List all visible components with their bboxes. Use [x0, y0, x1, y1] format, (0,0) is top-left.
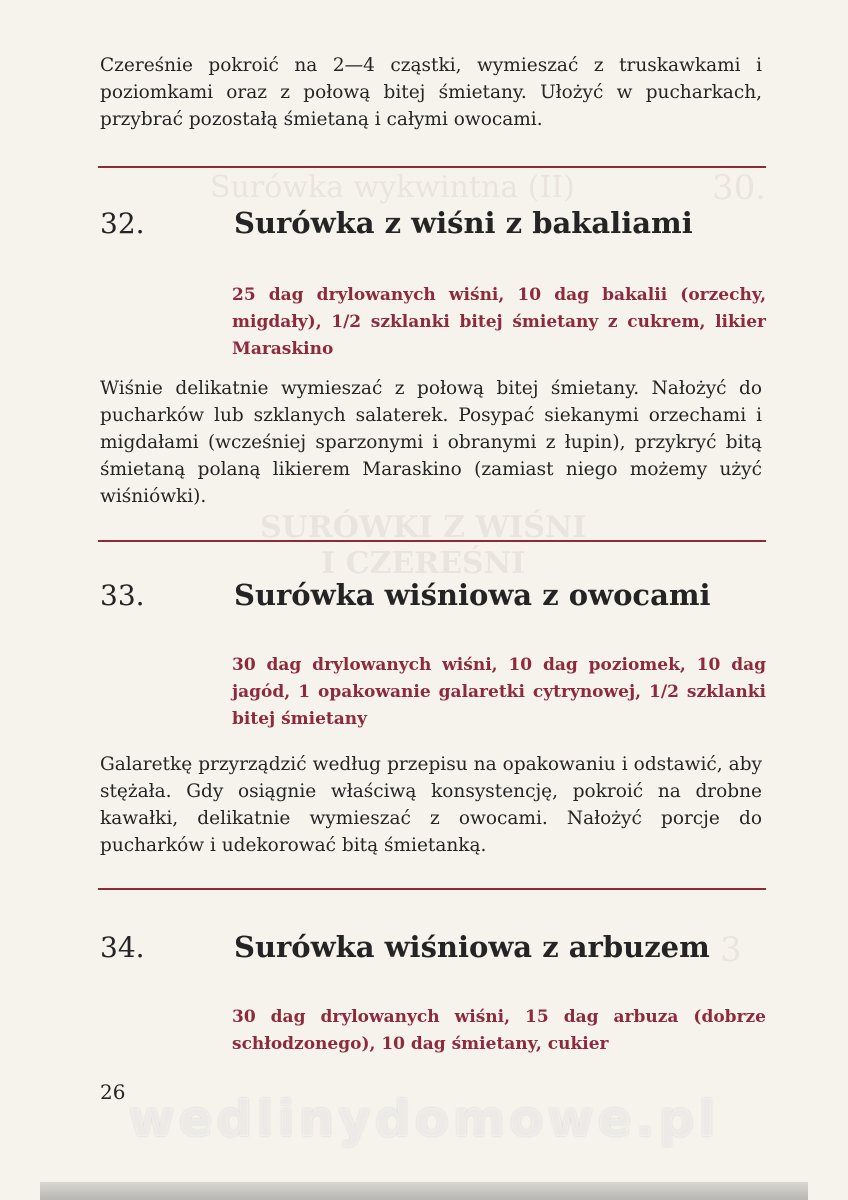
bleed-through-title: Surówka wykwintna (II)	[210, 170, 575, 205]
recipe-32-instructions: Wiśnie delikatnie wymieszać z połową bitej śmietany. Nałożyć do pucharków lub szklanych salaterek. Posypać siekanymi orzechami i migdałami (wcześniej sparzonymi i obranymi z łupin), przykryć bitą śmietaną polaną likierem Maraskino (zamiast niego możemy użyć wiśniówki).	[100, 378, 762, 507]
bleed-through-number: 30.	[712, 168, 767, 208]
recipe-33-instructions: Galaretkę przyrządzić według przepisu na opakowaniu i odstawić, aby stężała. Gdy osiągnie właściwą konsystencję, pokroić na drobne kawałki, delikatnie wymieszać z owocami. Nałożyć porcje do pucharków i udekorować bitą śmietanką.	[100, 754, 762, 856]
recipe-number: 34.	[100, 931, 145, 964]
bleed-through-number-2: 3	[720, 930, 742, 970]
page-number: 26	[100, 1080, 126, 1104]
recipe-33-heading	[100, 578, 765, 612]
recipe-34-heading	[100, 930, 765, 964]
section-divider	[98, 540, 766, 542]
recipe-32-ingredients: 25 dag drylowanych wiśni, 10 dag bakalii (orzechy, migdały), 1/2 szklanki bitej śmietany z cukrem, likier Maraskino	[232, 285, 766, 359]
recipe-33-ingredients: 30 dag drylowanych wiśni, 10 dag poziomek, 10 dag jagód, 1 opakowanie galaretki cytrynowej, 1/2 szklanki bitej śmietany	[232, 655, 766, 729]
recipe-title: Surówka wiśniowa z arbuzem	[234, 930, 710, 964]
page-bottom-edge	[40, 1182, 808, 1200]
bleed-through-heading: SURÓWKI Z WIŚNI I CZEREŚNI	[260, 510, 587, 581]
recipe-number: 33.	[100, 579, 145, 612]
recipe-title: Surówka wiśniowa z owocami	[234, 578, 711, 612]
watermark: wedlinydomowe.pl	[128, 1090, 720, 1148]
recipe-32-heading	[100, 206, 765, 240]
section-divider	[98, 166, 766, 168]
recipe-34-ingredients: 30 dag drylowanych wiśni, 15 dag arbuza (dobrze schłodzonego), 10 dag śmietany, cukier	[232, 1007, 766, 1054]
intro-paragraph: Czereśnie pokroić na 2—4 cząstki, wymieszać z truskawkami i poziomkami oraz z połową bitej śmietany. Ułożyć w pucharkach, przybrać pozostałą śmietaną i całymi owocami.	[100, 55, 762, 130]
section-divider	[98, 888, 766, 890]
recipe-title: Surówka z wiśni z bakaliami	[234, 206, 693, 240]
recipe-number: 32.	[100, 207, 145, 240]
